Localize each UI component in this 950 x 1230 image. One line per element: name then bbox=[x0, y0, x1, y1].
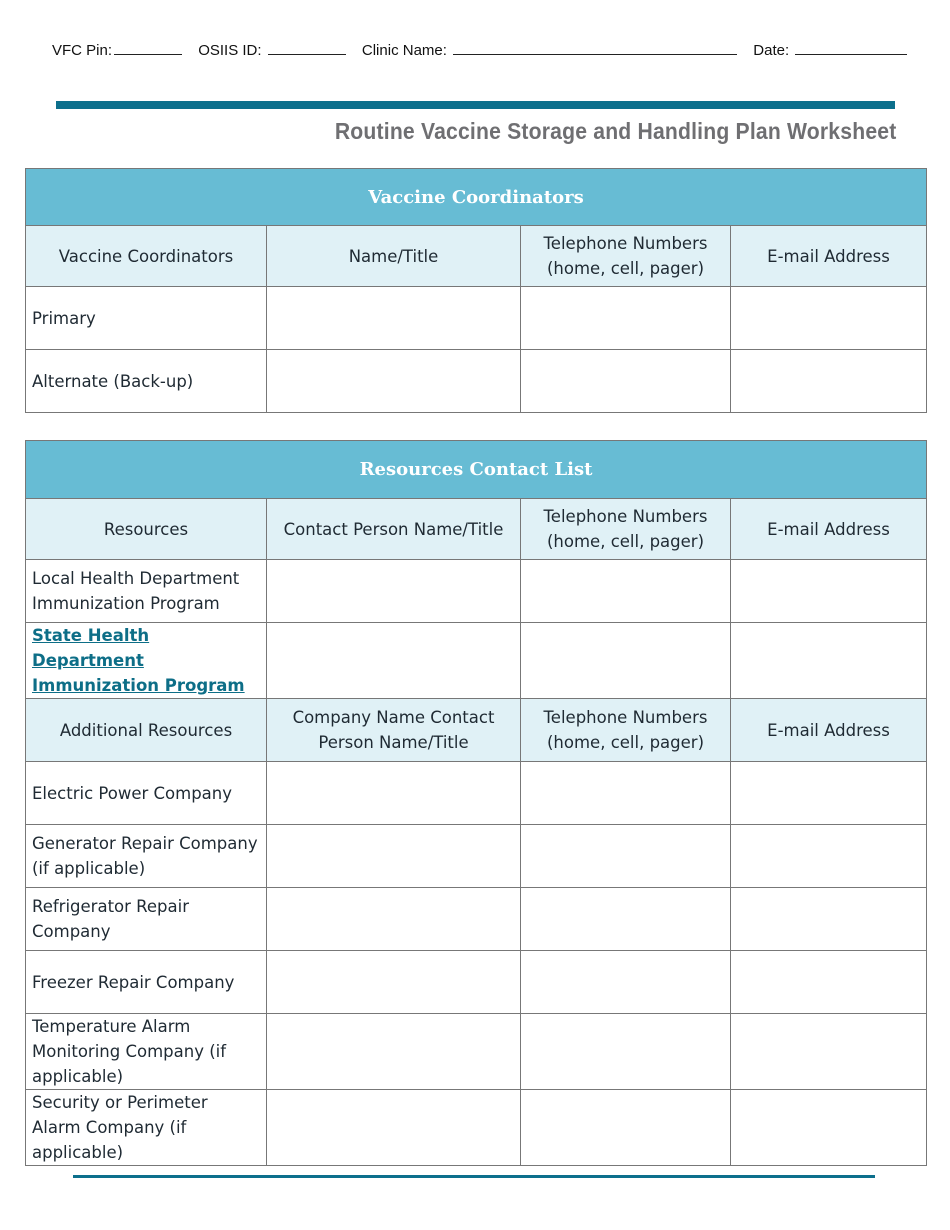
phone-cell[interactable] bbox=[521, 1014, 731, 1090]
clinic-name-label: Clinic Name: bbox=[361, 42, 447, 59]
resources-contact-table bbox=[25, 440, 927, 1166]
email-cell[interactable] bbox=[731, 623, 927, 699]
row-label-local-health-dept: Local Health Department Immunization Program bbox=[26, 560, 267, 623]
row-label-primary: Primary bbox=[26, 287, 267, 350]
phone-cell[interactable] bbox=[521, 560, 731, 623]
contact-cell[interactable] bbox=[267, 623, 521, 699]
coordinators-header-row bbox=[26, 226, 927, 287]
col-header-resources: Resources bbox=[26, 499, 267, 560]
email-cell[interactable] bbox=[731, 1014, 927, 1090]
phone-cell[interactable] bbox=[521, 825, 731, 888]
email-cell[interactable] bbox=[731, 560, 927, 623]
row-label-freezer-repair: Freezer Repair Company bbox=[26, 951, 267, 1014]
alternate-name-cell[interactable] bbox=[267, 350, 521, 413]
table-row bbox=[26, 287, 927, 350]
contact-cell[interactable] bbox=[267, 888, 521, 951]
bottom-accent-rule bbox=[73, 1175, 875, 1178]
row-label-refrigerator-repair: Refrigerator Repair Company bbox=[26, 888, 267, 951]
state-health-dept-link[interactable]: State Health Department Immunization Program bbox=[26, 623, 267, 699]
row-label-generator-repair: Generator Repair Company (if applicable) bbox=[26, 825, 267, 888]
table-row bbox=[26, 623, 927, 699]
col-header-contact-person: Contact Person Name/Title bbox=[267, 499, 521, 560]
osiis-id-field[interactable] bbox=[268, 40, 346, 55]
contact-cell[interactable] bbox=[267, 1090, 521, 1166]
row-label-temperature-alarm: Temperature Alarm Monitoring Company (if applicable) bbox=[26, 1014, 267, 1090]
contact-cell[interactable] bbox=[267, 762, 521, 825]
resources-header-row bbox=[26, 499, 927, 560]
table-row bbox=[26, 1090, 927, 1166]
table-row bbox=[26, 762, 927, 825]
table-row bbox=[26, 560, 927, 623]
col-header-telephone: Telephone Numbers (home, cell, pager) bbox=[521, 699, 731, 762]
primary-email-cell[interactable] bbox=[731, 287, 927, 350]
table-row bbox=[26, 888, 927, 951]
contact-cell[interactable] bbox=[267, 825, 521, 888]
col-header-telephone: Telephone Numbers (home, cell, pager) bbox=[521, 499, 731, 560]
form-header-fields bbox=[52, 40, 907, 59]
vfc-pin-label: VFC Pin: bbox=[52, 42, 113, 59]
phone-cell[interactable] bbox=[521, 1090, 731, 1166]
alternate-phone-cell[interactable] bbox=[521, 350, 731, 413]
phone-cell[interactable] bbox=[521, 888, 731, 951]
date-field[interactable] bbox=[795, 40, 907, 55]
table-row bbox=[26, 1014, 927, 1090]
email-cell[interactable] bbox=[731, 762, 927, 825]
phone-cell[interactable] bbox=[521, 951, 731, 1014]
table-row bbox=[26, 825, 927, 888]
row-label-electric-power: Electric Power Company bbox=[26, 762, 267, 825]
vfc-pin-field[interactable] bbox=[114, 40, 182, 55]
col-header-additional-resources: Additional Resources bbox=[26, 699, 267, 762]
phone-cell[interactable] bbox=[521, 762, 731, 825]
table-row bbox=[26, 350, 927, 413]
contact-cell[interactable] bbox=[267, 951, 521, 1014]
col-header-coordinators: Vaccine Coordinators bbox=[26, 226, 267, 287]
row-label-security-alarm: Security or Perimeter Alarm Company (if applicable) bbox=[26, 1090, 267, 1166]
alternate-email-cell[interactable] bbox=[731, 350, 927, 413]
row-label-alternate: Alternate (Back-up) bbox=[26, 350, 267, 413]
col-header-telephone: Telephone Numbers (home, cell, pager) bbox=[521, 226, 731, 287]
email-cell[interactable] bbox=[731, 1090, 927, 1166]
contact-cell[interactable] bbox=[267, 560, 521, 623]
coordinators-band-row bbox=[26, 169, 927, 226]
col-header-email: E-mail Address bbox=[731, 699, 927, 762]
primary-phone-cell[interactable] bbox=[521, 287, 731, 350]
email-cell[interactable] bbox=[731, 951, 927, 1014]
col-header-email: E-mail Address bbox=[731, 499, 927, 560]
contact-cell[interactable] bbox=[267, 1014, 521, 1090]
date-label: Date: bbox=[753, 42, 790, 59]
primary-name-cell[interactable] bbox=[267, 287, 521, 350]
top-accent-rule bbox=[56, 101, 895, 109]
email-cell[interactable] bbox=[731, 888, 927, 951]
col-header-name-title: Name/Title bbox=[267, 226, 521, 287]
resources-band-title: Resources Contact List bbox=[26, 441, 927, 499]
col-header-company-contact: Company Name Contact Person Name/Title bbox=[267, 699, 521, 762]
osiis-id-label: OSIIS ID: bbox=[198, 42, 262, 59]
table-row bbox=[26, 951, 927, 1014]
coordinators-band-title: Vaccine Coordinators bbox=[26, 169, 927, 226]
phone-cell[interactable] bbox=[521, 623, 731, 699]
vaccine-coordinators-table bbox=[25, 168, 927, 413]
col-header-email: E-mail Address bbox=[731, 226, 927, 287]
page-title: Routine Vaccine Storage and Handling Plan Worksheet bbox=[334, 118, 896, 144]
clinic-name-field[interactable] bbox=[453, 40, 737, 55]
resources-band-row bbox=[26, 441, 927, 499]
email-cell[interactable] bbox=[731, 825, 927, 888]
additional-header-row bbox=[26, 699, 927, 762]
